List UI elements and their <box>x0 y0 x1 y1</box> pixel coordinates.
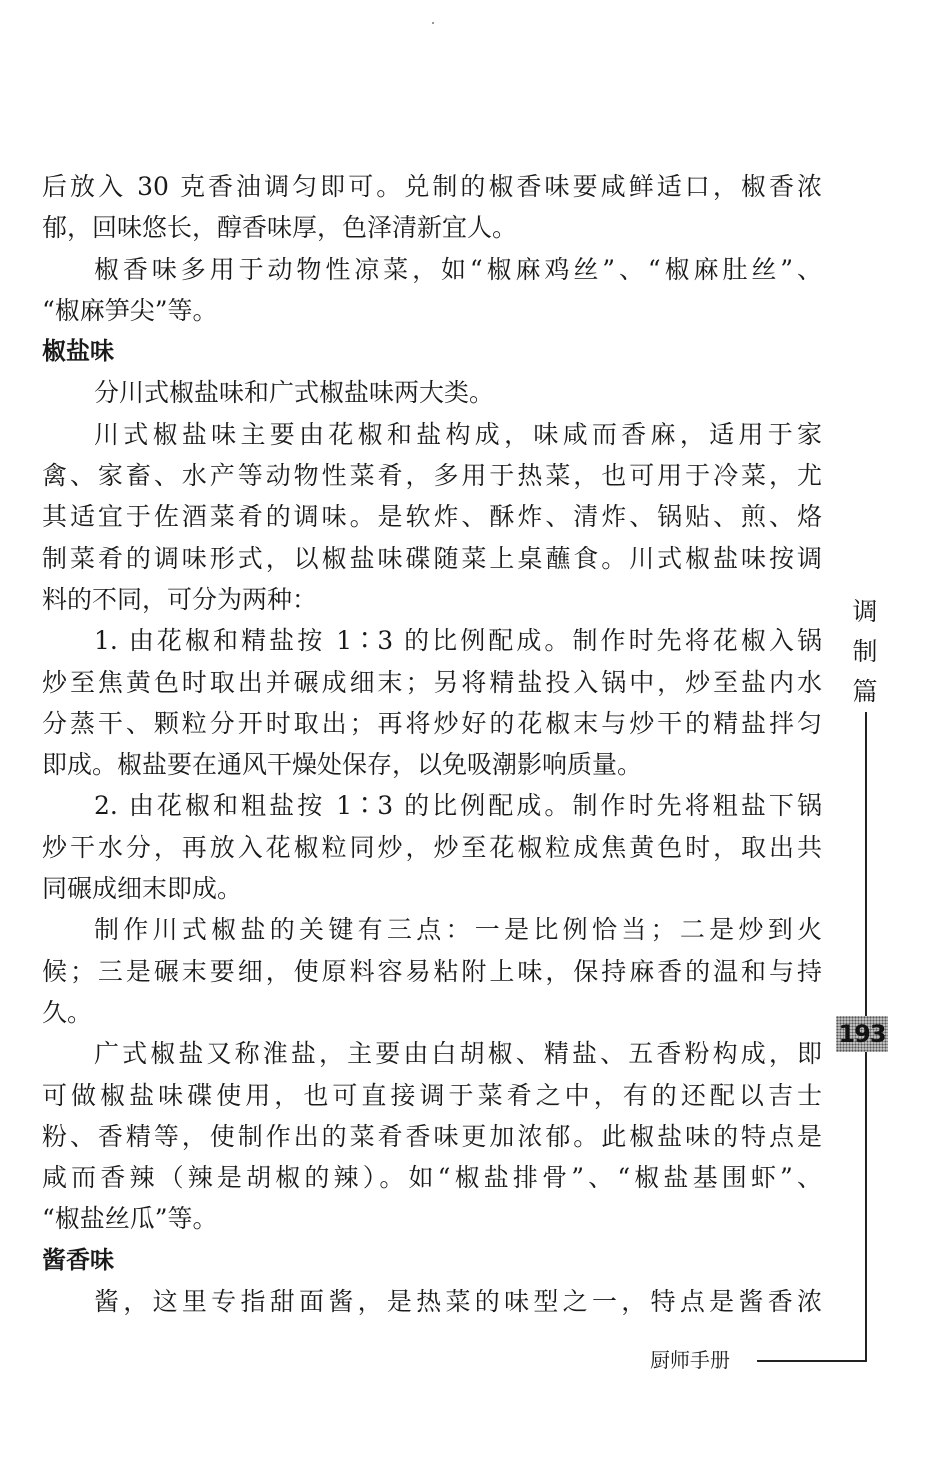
text-line: 即成。椒盐要在通风干燥处保存，以免吸潮影响质量。 <box>42 750 643 780</box>
text-line: 料的不同，可分为两种： <box>42 584 318 614</box>
text-line: 分川式椒盐味和广式椒盐味两大类。 <box>94 378 495 408</box>
footer-rule <box>757 1360 867 1362</box>
text-line: 同碾成细末即成。 <box>42 874 243 904</box>
text-line: 后放入 30 克香油调匀即可。兑制的椒香味要咸鲜适口，椒香浓 <box>42 172 822 201</box>
text-line: 粉、香精等，使制作出的菜肴香味更加浓郁。此椒盐味的特点是 <box>42 1121 822 1151</box>
section-heading: 椒盐味 <box>42 337 114 366</box>
text-line: 1. 由花椒和精盐按 1∶3 的比例配成。制作时先将花椒入锅 <box>94 626 822 656</box>
chapter-char: 篇 <box>852 677 878 706</box>
text-line: “椒盐丝瓜”等。 <box>42 1204 218 1234</box>
text-line: 咸而香辣（辣是胡椒的辣）。如“椒盐排骨”、“椒盐基围虾”、 <box>42 1163 822 1193</box>
text-line: 炒干水分，再放入花椒粒同炒，炒至花椒粒成焦黄色时，取出共 <box>42 832 822 862</box>
text-line: 川式椒盐味主要由花椒和盐构成，味咸而香麻，适用于家 <box>94 419 822 449</box>
section-heading: 酱香味 <box>42 1245 114 1274</box>
text-line: 广式椒盐又称淮盐，主要由白胡椒、精盐、五香粉构成，即 <box>94 1039 822 1069</box>
page-number-badge <box>836 1016 888 1052</box>
text-line: 椒香味多用于动物性凉菜，如“椒麻鸡丝”、“椒麻肚丝”、 <box>94 254 822 284</box>
text-line: 郁，回味悠长，醇香味厚，色泽清新宜人。 <box>42 213 518 243</box>
text-line: “椒麻笋尖”等。 <box>42 295 218 325</box>
text-line: 禽、家畜、水产等动物性菜肴，多用于热菜，也可用于冷菜，尤 <box>42 461 822 491</box>
scan-speck <box>432 22 434 24</box>
page-number: 193 <box>838 1020 886 1048</box>
text-line: 候；三是碾末要细，使原料容易粘附上味，保持麻香的温和与持 <box>42 956 822 986</box>
text-line: 制菜肴的调味形式，以椒盐味碟随菜上桌蘸食。川式椒盐味按调 <box>42 543 822 573</box>
text-line: 可做椒盐味碟使用，也可直接调于菜肴之中，有的还配以吉士 <box>42 1080 822 1110</box>
text-line: 酱，这里专指甜面酱，是热菜的味型之一，特点是酱香浓 <box>94 1287 822 1317</box>
text-line: 炒至焦黄色时取出并碾成细末；另将精盐投入锅中，炒至盐内水 <box>42 667 822 697</box>
chapter-char: 制 <box>852 637 878 666</box>
chapter-char: 调 <box>852 597 878 626</box>
footer-book-title: 厨师手册 <box>650 1348 730 1372</box>
page-body <box>42 166 822 1322</box>
text-line: 制作川式椒盐的关键有三点：一是比例恰当；二是炒到火 <box>94 915 822 945</box>
chapter-label <box>851 592 879 712</box>
text-line: 分蒸干、颗粒分开时取出；再将炒好的花椒末与炒干的精盐拌匀 <box>42 708 822 738</box>
text-line: 2. 由花椒和粗盐按 1∶3 的比例配成。制作时先将粗盐下锅 <box>94 791 822 821</box>
text-line: 其适宜于佐酒菜肴的调味。是软炸、酥炸、清炸、锅贴、煎、烙 <box>42 502 822 532</box>
text-line: 久。 <box>42 997 93 1027</box>
